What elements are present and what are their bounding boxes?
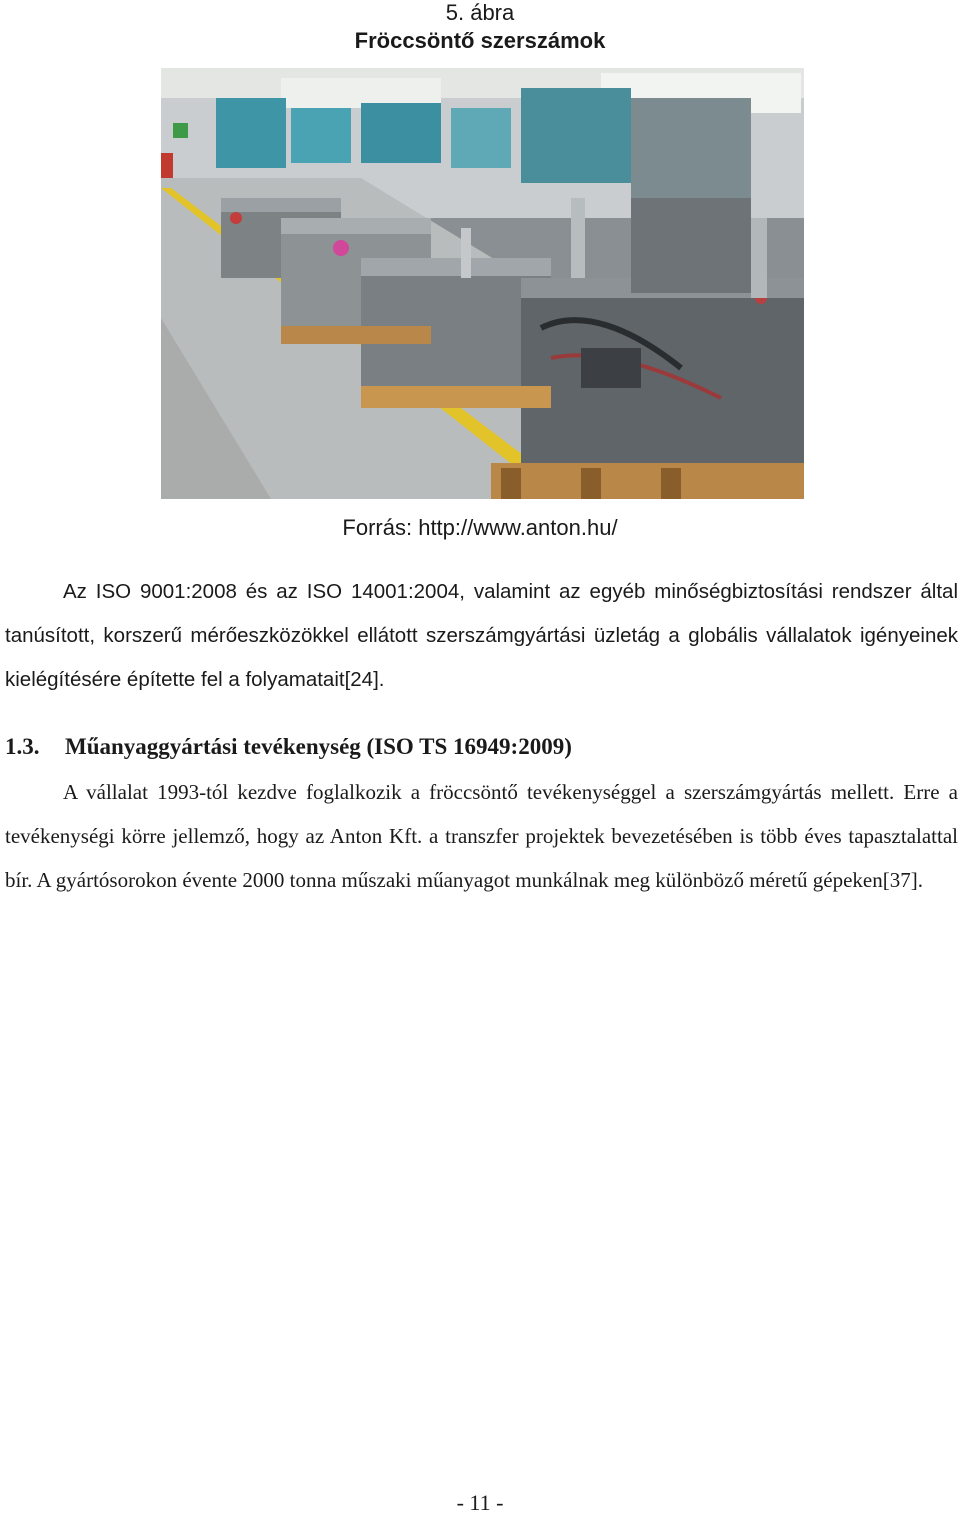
figure-number: 5. ábra	[445, 0, 515, 25]
page-number: - 11 -	[456, 1490, 504, 1515]
section-title: Műanyaggyártási tevékenység (ISO TS 16949:2009)	[65, 734, 572, 759]
figure-photo	[161, 68, 804, 499]
paragraph-quality-certifications: Az ISO 9001:2008 és az ISO 14001:2004, valamint az egyéb minőségbiztosítási rendszer által tanúsított, korszerű mérőeszközökkel ellátott szerszámgyártási üzletág a globális vállalatok igényeinek kielégítésére építette fel a folyamatait[24].	[5, 580, 958, 691]
paragraph-plastics-production: A vállalat 1993-tól kezdve foglalkozik a fröccsöntő tevékenységgel a szerszámgyártás mellett. Erre a tevékenységi körre jellemző, hogy az Anton Kft. a transzfer projektek bevezetésében is több éves tapasztalattal bír. A gyártósorokon évente 2000 tonna műszaki műanyagot munkálnak meg különböző méretű gépeken[37].	[5, 780, 958, 892]
section-number: 1.3.	[5, 734, 40, 759]
section-heading	[5, 727, 958, 767]
figure-source: Forrás: http://www.anton.hu/	[342, 515, 618, 540]
figure-title: Fröccsöntő szerszámok	[354, 28, 606, 53]
